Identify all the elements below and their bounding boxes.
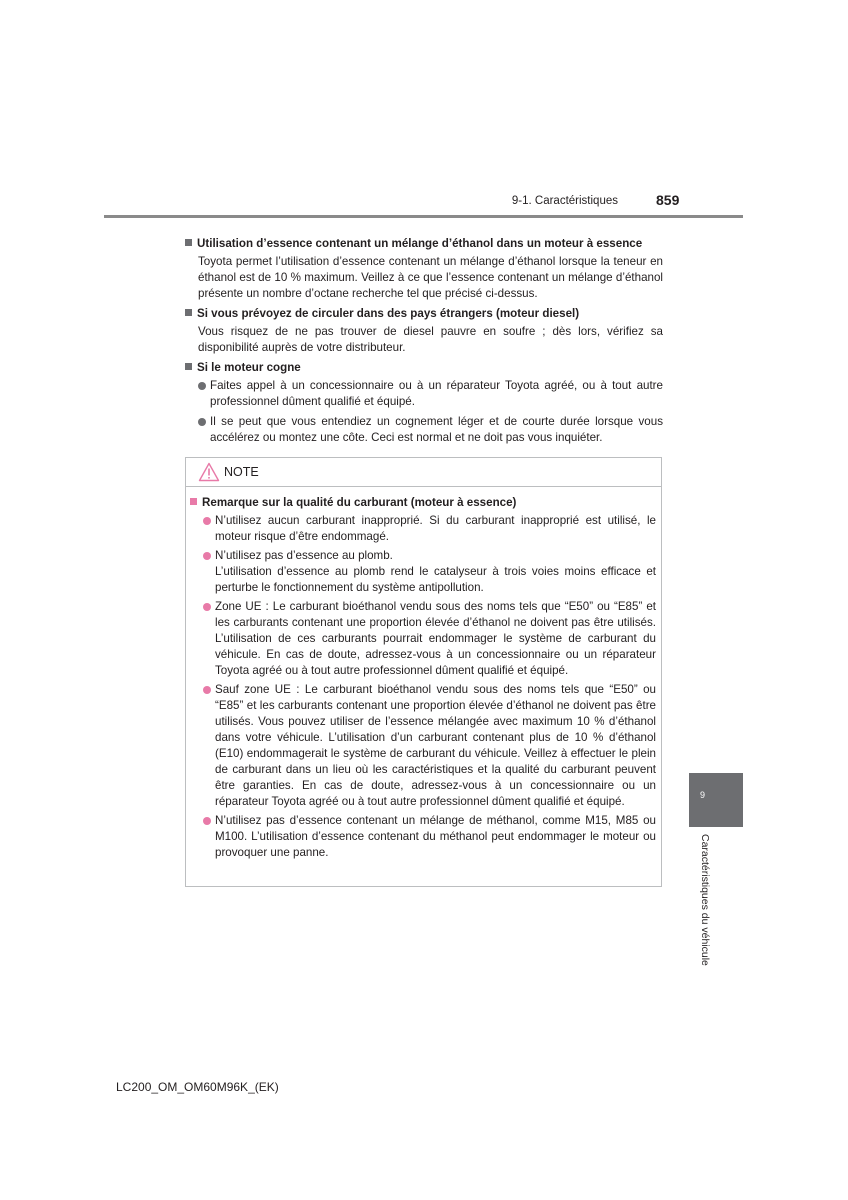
- list-item: [203, 682, 656, 810]
- note-box: [185, 457, 662, 887]
- note-label: NOTE: [224, 465, 259, 479]
- chapter-label: Caractéristiques du véhicule: [699, 834, 711, 966]
- heading-text: Si le moteur cogne: [197, 361, 301, 374]
- square-bullet-icon: [185, 239, 192, 246]
- circle-bullet-icon: [203, 603, 211, 611]
- list-item: [198, 378, 663, 410]
- footer-code: LC200_OM_OM60M96K_(EK): [116, 1080, 279, 1094]
- section-heading: [185, 236, 663, 252]
- heading-text: Si vous prévoyez de circuler dans des pays étrangers (moteur diesel): [197, 307, 580, 320]
- section-heading: [185, 360, 663, 376]
- main-content: [185, 236, 663, 450]
- section-paragraph: Vous risquez de ne pas trouver de diesel pauvre en soufre ; dès lors, vérifiez sa disponibilité auprès de votre distributeur.: [198, 325, 663, 354]
- section-heading: [185, 306, 663, 322]
- list-item: [203, 548, 656, 596]
- list-item-text: Faites appel à un concessionnaire ou à un réparateur Toyota agréé, ou à tout autre professionnel dûment qualifié et équipé.: [210, 379, 663, 408]
- section-ethanol: [185, 236, 663, 302]
- circle-bullet-icon: [203, 686, 211, 694]
- note-header: [186, 458, 661, 487]
- page-header: [0, 0, 848, 220]
- list-item: [203, 813, 656, 861]
- heading-text: Utilisation d’essence contenant un mélange d’éthanol dans un moteur à essence: [197, 237, 643, 250]
- warning-triangle-icon: [198, 462, 220, 482]
- list-item: [198, 414, 663, 446]
- section-title: 9-1. Caractéristiques: [511, 195, 618, 207]
- note-heading-text: Remarque sur la qualité du carburant (moteur à essence): [202, 496, 517, 509]
- section-paragraph: Toyota permet l’utilisation d’essence contenant un mélange d’éthanol lorsque la teneur en éthanol est de 10 % maximum. Veillez à ce que l’essence contenant un mélange d’éthanol présente un nombre d’octane recherche tel que précisé ci-dessus.: [198, 255, 663, 300]
- header-rule: [104, 215, 743, 218]
- list-item-text: N’utilisez aucun carburant inapproprié. Si du carburant inapproprié est utilisé, le moteur risque d’être endommagé.: [215, 514, 656, 543]
- circle-bullet-icon: [203, 817, 211, 825]
- circle-bullet-icon: [198, 418, 206, 426]
- list-item-text: N’utilisez pas d’essence au plomb. L’utilisation d’essence au plomb rend le catalyseur à trois voies moins efficace et perturbe le fonctionnement du système antipollution.: [215, 549, 656, 594]
- circle-bullet-icon: [203, 552, 211, 560]
- list-item-text: Sauf zone UE : Le carburant bioéthanol vendu sous des noms tels que “E50” ou “E85” et les carburants contenant une proportion élevée d’éthanol ne doivent pas être utilisés. Vous pouvez utiliser de l’essence mélangée avec maximum 10 % d’éthanol dans votre véhicule. L’utilisation d’un carburant contenant plus de 10 % d’éthanol (E10) endommagerait le système de carburant du véhicule. Veillez à effectuer le plein de carburant dans un lieu où les caractéristiques et la qualité du carburant peuvent être garanties. En cas de doute, adressez-vous à un concessionnaire ou un réparateur Toyota agréé ou à tout autre professionnel dûment qualifié et équipé.: [215, 683, 656, 808]
- chapter-tab: [689, 773, 743, 827]
- list-item-text: Zone UE : Le carburant bioéthanol vendu sous des noms tels que “E50” ou “E85” et les carburants contenant une proportion élevée d’éthanol ne doivent pas être utilisés. L’utilisation de ces carburants pourrait endommager le système de carburant du véhicule. En cas de doute, adressez-vous à un concessionnaire ou un réparateur Toyota agréé ou à tout autre professionnel dûment qualifié et équipé.: [215, 600, 656, 677]
- section-engine-knock: [185, 360, 663, 446]
- square-bullet-icon: [190, 498, 197, 505]
- square-bullet-icon: [185, 309, 192, 316]
- note-heading: [190, 495, 656, 511]
- list-item: [203, 599, 656, 679]
- circle-bullet-icon: [198, 382, 206, 390]
- list-item-text: N’utilisez pas d’essence contenant un mélange de méthanol, comme M15, M85 ou M100. L’utilisation d’essence contenant du méthanol peut endommager le moteur ou provoquer une panne.: [215, 814, 656, 859]
- section-diesel-abroad: [185, 306, 663, 356]
- square-bullet-icon: [185, 363, 192, 370]
- list-item-text: Il se peut que vous entendiez un cognement léger et de courte durée lorsque vous accélérez ou montez une côte. Ceci est normal et ne doit pas vous inquiéter.: [210, 415, 663, 444]
- chapter-number: 9: [700, 790, 706, 800]
- note-body: [186, 487, 661, 861]
- circle-bullet-icon: [203, 517, 211, 525]
- list-item: [203, 513, 656, 545]
- page-number: 859: [656, 192, 680, 208]
